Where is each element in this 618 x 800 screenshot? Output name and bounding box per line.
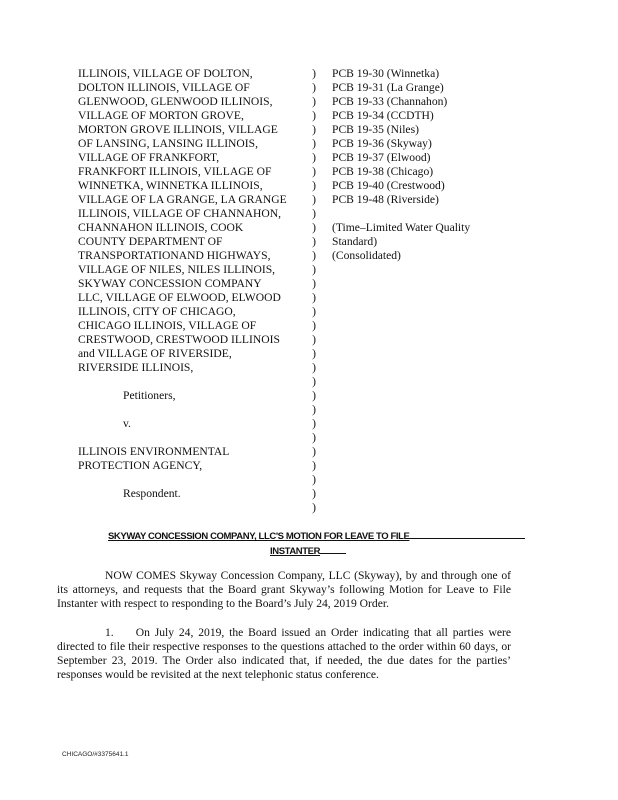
caption-paren: ) — [312, 277, 316, 290]
case-number: PCB 19-37 (Elwood) — [332, 151, 431, 164]
case-number: PCB 19-36 (Skyway) — [332, 137, 432, 150]
petitioners-label: Petitioners, — [123, 389, 176, 402]
petitioner-line: GLENWOOD, GLENWOOD ILLINOIS, — [78, 95, 273, 108]
motion-title-line-2: INSTANTER — [270, 546, 321, 557]
caption-paren: ) — [312, 487, 316, 500]
caption-paren: ) — [312, 459, 316, 472]
caption-paren: ) — [312, 305, 316, 318]
case-note-line: (Consolidated) — [332, 249, 401, 262]
petitioner-line: CHICAGO ILLINOIS, VILLAGE OF — [78, 319, 257, 332]
caption-paren: ) — [312, 361, 316, 374]
petitioner-line: DOLTON ILLINOIS, VILLAGE OF — [78, 81, 250, 94]
petitioner-line: ILLINOIS, VILLAGE OF DOLTON, — [78, 67, 253, 80]
petitioner-line: OF LANSING, LANSING ILLINOIS, — [78, 137, 259, 150]
caption-paren: ) — [312, 207, 316, 220]
caption-parentheses — [309, 67, 319, 515]
caption-paren: ) — [312, 95, 316, 108]
case-number: PCB 19-31 (La Grange) — [332, 81, 444, 94]
petitioner-line: SKYWAY CONCESSION COMPANY — [78, 277, 262, 290]
paragraph-number: 1. — [105, 626, 114, 639]
caption-paren: ) — [312, 81, 316, 94]
petitioner-line: VILLAGE OF FRANKFORT, — [78, 151, 220, 164]
case-number: PCB 19-38 (Chicago) — [332, 165, 434, 178]
caption-paren: ) — [312, 249, 316, 262]
caption-paren: ) — [312, 403, 316, 416]
case-number: PCB 19-33 (Channahon) — [332, 95, 448, 108]
caption-paren: ) — [312, 137, 316, 150]
caption-paren: ) — [312, 333, 316, 346]
intro-paragraph — [57, 569, 511, 611]
motion-title-line-1: SKYWAY CONCESSION COMPANY, LLC'S MOTION FOR LEAVE TO FILE — [108, 531, 410, 542]
caption-paren: ) — [312, 375, 316, 388]
case-number: PCB 19-48 (Riverside) — [332, 193, 439, 206]
case-number: PCB 19-34 (CCDTH) — [332, 109, 434, 122]
versus-label: v. — [123, 417, 131, 430]
caption-paren: ) — [312, 221, 316, 234]
respondent-line: ILLINOIS ENVIRONMENTAL — [78, 445, 230, 458]
petitioner-line: VILLAGE OF NILES, NILES ILLINOIS, — [78, 263, 276, 276]
case-number: PCB 19-35 (Niles) — [332, 123, 419, 136]
petitioner-line: and VILLAGE OF RIVERSIDE, — [78, 347, 232, 360]
petitioner-line: ILLINOIS, CITY OF CHICAGO, — [78, 305, 236, 318]
caption-paren: ) — [312, 501, 316, 514]
petitioner-line: MORTON GROVE ILLINOIS, VILLAGE — [78, 123, 278, 136]
petitioner-line: VILLAGE OF MORTON GROVE, — [78, 109, 244, 122]
petitioner-line: LLC, VILLAGE OF ELWOOD, ELWOOD — [78, 291, 281, 304]
caption-paren: ) — [312, 179, 316, 192]
caption-paren: ) — [312, 445, 316, 458]
caption-paren: ) — [312, 193, 316, 206]
caption-paren: ) — [312, 347, 316, 360]
caption-paren: ) — [312, 473, 316, 486]
petitioner-line: COUNTY DEPARTMENT OF — [78, 235, 223, 248]
caption-paren: ) — [312, 235, 316, 248]
caption-paren: ) — [312, 319, 316, 332]
caption-paren: ) — [312, 431, 316, 444]
case-note-line: Standard) — [332, 235, 378, 248]
caption-parties — [78, 67, 308, 501]
caption-paren: ) — [312, 417, 316, 430]
case-note-line: (Time–Limited Water Quality — [332, 221, 471, 234]
respondent-line: PROTECTION AGENCY, — [78, 459, 203, 472]
numbered-paragraph-1 — [57, 626, 511, 682]
petitioners-block — [78, 67, 308, 375]
petitioner-line: TRANSPORTATIONAND HIGHWAYS, — [78, 249, 271, 262]
caption-paren: ) — [312, 151, 316, 164]
petitioner-line: VILLAGE OF LA GRANGE, LA GRANGE — [78, 193, 287, 206]
respondent-label: Respondent. — [123, 487, 181, 500]
petitioner-line: CRESTWOOD, CRESTWOOD ILLINOIS — [78, 333, 280, 346]
caption-paren: ) — [312, 123, 316, 136]
caption-paren: ) — [312, 165, 316, 178]
caption-paren: ) — [312, 291, 316, 304]
case-number: PCB 19-30 (Winnetka) — [332, 67, 440, 80]
document-id: CHICAGO/#3375641.1 — [62, 751, 129, 758]
caption-case-numbers — [332, 67, 532, 263]
petitioner-line: CHANNAHON ILLINOIS, COOK — [78, 221, 244, 234]
intro-text: NOW COMES Skyway Concession Company, LLC (Skyway), by and through one of its attorneys, and requests that the Board grant Skyway’s following Motion for Leave to File Instanter with respect to responding to the Board’s July 24, 2019 Order. — [57, 569, 511, 610]
caption-paren: ) — [312, 263, 316, 276]
petitioner-line: FRANKFORT ILLINOIS, VILLAGE OF — [78, 165, 272, 178]
caption-paren: ) — [312, 109, 316, 122]
petitioner-line: ILLINOIS, VILLAGE OF CHANNAHON, — [78, 207, 281, 220]
paragraph-1-text: On July 24, 2019, the Board issued an Order indicating that all parties were directed to file their respective responses to the questions attached to the order within 60 days, or September 23, 2019. The Order also indicated that, if needed, the due dates for the parties’ responses would be revisited at the next telephonic status conference. — [57, 626, 511, 681]
petitioner-line: WINNETKA, WINNETKA ILLINOIS, — [78, 179, 263, 192]
caption-paren: ) — [312, 67, 316, 80]
caption-paren: ) — [312, 389, 316, 402]
case-number: PCB 19-40 (Crestwood) — [332, 179, 445, 192]
motion-title — [108, 528, 508, 558]
petitioner-line: RIVERSIDE ILLINOIS, — [78, 361, 194, 374]
